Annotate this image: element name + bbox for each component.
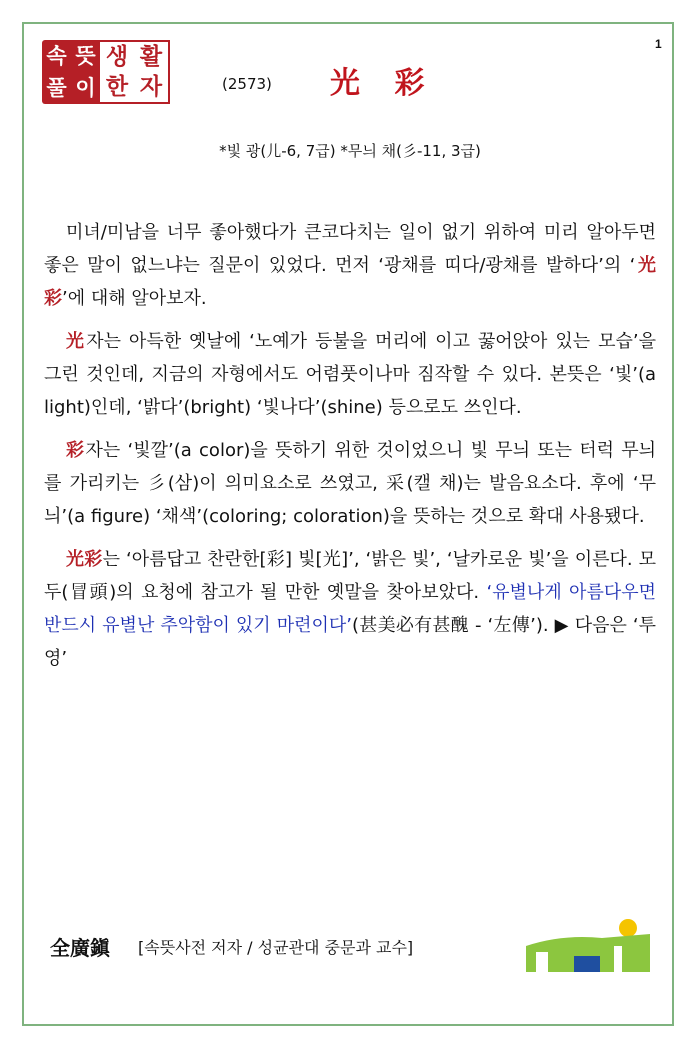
logo-char: 뜻 (75, 43, 96, 68)
paragraph-chae (44, 434, 656, 533)
highlight-word: 光彩 (44, 255, 656, 309)
paragraph-gwang (44, 325, 656, 424)
article-serial: (2573) (222, 75, 272, 93)
logo-char: 이 (75, 75, 96, 100)
logo-char: 한 (105, 73, 129, 100)
logo-char: 생 (105, 43, 129, 70)
highlight-word: 光 (66, 331, 87, 352)
paragraph-text: ’에 대해 알아보자. (62, 288, 207, 309)
logo (42, 40, 170, 104)
highlight-word: 光彩 (66, 549, 103, 570)
paragraph-text: (甚美必有甚醜 - ‘左傳’). ▶ 다음은 ‘투영’ (44, 615, 656, 669)
brand-sun-shape (619, 919, 637, 937)
paragraph-text: 자는 ‘빛깔’(a color)을 뜻하기 위한 것이었으니 빛 무늬 또는 터럭 무늬를 가리키는 彡(삼)이 의미요소로 쓰였고, 采(캘 채)는 발음요소다. 후에 ‘무늬’(a figure) ‘채색’(coloring; coloration)을 뜻하는 것으로 확대 사용됐다. (44, 440, 656, 527)
page-number: 1 (655, 37, 662, 51)
logo-right-block (100, 40, 170, 104)
quote-text: ‘유별나게 아름다우면 반드시 유별난 추악함이 있기 마련이다’ (44, 582, 656, 636)
logo-left-block (42, 40, 100, 104)
brand-gap-shape (536, 952, 548, 972)
brand-emblem-icon (522, 916, 654, 972)
paragraph-meaning (44, 543, 656, 675)
article-body (44, 216, 656, 685)
paragraph-intro (44, 216, 656, 315)
author-role: [속뜻사전 저자 / 성균관대 중문과 교수] (138, 938, 414, 957)
logo-char: 속 (46, 43, 67, 68)
character-info: *빛 광(儿-6, 7급) *무늬 채(彡-11, 3급) (219, 142, 481, 160)
logo-char: 풀 (46, 75, 67, 100)
page-title: 光 彩 (330, 66, 437, 101)
brand-gap-shape (614, 946, 622, 972)
highlight-word: 彩 (66, 440, 86, 461)
brand-blue-shape (574, 956, 600, 972)
logo-char: 활 (139, 43, 163, 70)
paragraph-text: 자는 아득한 옛날에 ‘노예가 등불을 머리에 이고 꿇어앉아 있는 모습’을 그린 것인데, 지금의 자형에서도 어렴풋이나마 짐작할 수 있다. 본뜻은 ‘빛’(a light)인데, ‘밝다’(bright) ‘빛나다’(shine) 등으로도 쓰인다. (44, 331, 656, 418)
paragraph-text: 는 ‘아름답고 찬란한[彩] 빛[光]’, ‘밝은 빛’, ‘날카로운 빛’을 이른다. 모두(冒頭)의 요청에 참고가 될 만한 옛말을 찾아보았다. (44, 549, 656, 603)
logo-char: 자 (139, 73, 163, 100)
paragraph-text: 미녀/미남을 너무 좋아했다가 큰코다치는 일이 없기 위하여 미리 알아두면 좋은 말이 없느냐는 질문이 있었다. 먼저 ‘광채를 띠다/광채를 발하다’의 ‘ (44, 222, 656, 276)
author-name: 全廣鎭 (50, 936, 110, 960)
